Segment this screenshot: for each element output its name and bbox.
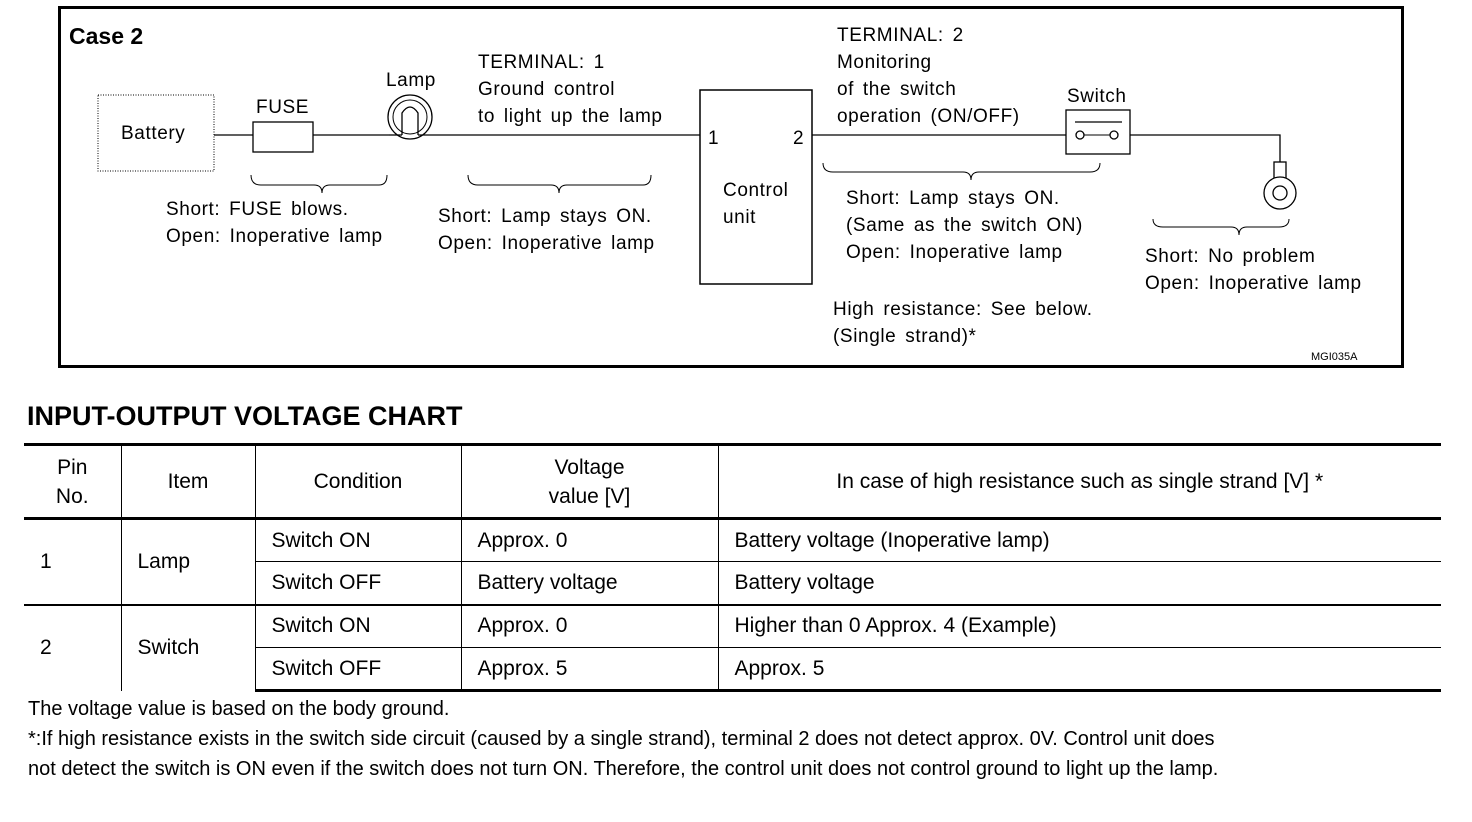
terminal2-line4: operation (ON/OFF) <box>837 106 1020 127</box>
fault-t1-open: Open: Inoperative lamp <box>438 233 655 254</box>
pin-cell: 1 <box>40 549 52 573</box>
voltage-cell: Approx. 0 <box>461 605 718 648</box>
brace-ground <box>1153 219 1289 235</box>
brace-terminal1 <box>468 175 651 193</box>
high-res-cell: Battery voltage <box>718 562 1441 605</box>
battery-label: Battery <box>121 123 186 144</box>
terminal1-line1: TERMINAL: 1 <box>478 52 605 73</box>
terminal1-line2: Ground control <box>478 79 616 100</box>
high-res-cell: Battery voltage (Inoperative lamp) <box>718 519 1441 562</box>
header-voltage-line2: value [V] <box>548 484 631 508</box>
table-header-row <box>24 445 1441 519</box>
high-resistance-line2: (Single strand)* <box>833 326 977 347</box>
high-res-cell: Higher than 0 Approx. 4 (Example) <box>718 605 1441 648</box>
voltage-cell: Approx. 5 <box>461 648 718 691</box>
fault-t1-short: Short: Lamp stays ON. <box>438 206 652 227</box>
fuse-symbol <box>253 122 313 152</box>
circuit-diagram <box>58 6 1404 368</box>
pin-cell: 2 <box>24 605 121 691</box>
header-pin <box>24 445 121 519</box>
voltage-table <box>24 443 1441 692</box>
high-res-cell: Approx. 5 <box>718 648 1441 691</box>
high-resistance-line1: High resistance: See below. <box>833 299 1093 320</box>
header-high-res: In case of high resistance such as single strand [V] * <box>718 445 1441 519</box>
header-voltage <box>461 445 718 519</box>
header-pin-line1: Pin <box>57 455 88 479</box>
condition-cell: Switch ON <box>255 519 461 562</box>
fault-t2-same: (Same as the switch ON) <box>846 215 1083 236</box>
terminal1-line3: to light up the lamp <box>478 106 663 127</box>
fault-ground-short: Short: No problem <box>1145 246 1316 267</box>
item-cell: Switch <box>121 605 255 691</box>
table-row <box>24 519 1441 562</box>
fuse-label: FUSE <box>256 97 310 118</box>
figure-code: MGI035A <box>1311 351 1358 363</box>
condition-cell: Switch OFF <box>255 562 461 605</box>
control-unit-line2: unit <box>723 207 757 228</box>
condition-cell: Switch ON <box>255 605 461 648</box>
lamp-label: Lamp <box>386 70 436 91</box>
condition-cell: Switch OFF <box>255 648 461 691</box>
fault-fuse-short: Short: FUSE blows. <box>166 199 349 220</box>
header-voltage-line1: Voltage <box>554 455 625 479</box>
case-label: Case 2 <box>69 23 144 49</box>
fault-ground-open: Open: Inoperative lamp <box>1145 273 1362 294</box>
terminal2-line2: Monitoring <box>837 52 932 73</box>
header-condition: Condition <box>255 445 461 519</box>
voltage-cell: Battery voltage <box>461 562 718 605</box>
switch-icon <box>1066 110 1130 154</box>
switch-label: Switch <box>1067 86 1127 107</box>
terminal2-line1: TERMINAL: 2 <box>837 25 964 46</box>
pin1-label: 1 <box>708 128 720 149</box>
note-footnote-line1: *:If high resistance exists in the switch side circuit (caused by a single strand), terminal 2 does not detect approx. 0V. Control unit does <box>28 728 1215 750</box>
note-footnote-line2: not detect the switch is ON even if the switch does not turn ON. Therefore, the control unit does not control ground to light up the lamp. <box>28 758 1219 780</box>
header-item: Item <box>121 445 255 519</box>
fault-t2-short: Short: Lamp stays ON. <box>846 188 1060 209</box>
item-cell: Lamp <box>121 519 255 605</box>
table-row <box>24 605 1441 648</box>
fault-fuse-open: Open: Inoperative lamp <box>166 226 383 247</box>
fault-t2-open: Open: Inoperative lamp <box>846 242 1063 263</box>
header-pin-line2: No. <box>55 484 89 508</box>
note-body-ground: The voltage value is based on the body ground. <box>28 698 450 720</box>
wire-switch-ground <box>1130 135 1280 163</box>
brace-fuse <box>251 175 387 193</box>
terminal2-line3: of the switch <box>837 79 957 100</box>
ground-icon <box>1264 162 1296 209</box>
control-unit-line1: Control <box>723 180 789 201</box>
voltage-cell: Approx. 0 <box>461 519 718 562</box>
pin2-label: 2 <box>793 128 805 149</box>
brace-terminal2 <box>823 163 1100 180</box>
chart-title: INPUT-OUTPUT VOLTAGE CHART <box>27 401 463 431</box>
lamp-icon <box>388 95 432 139</box>
